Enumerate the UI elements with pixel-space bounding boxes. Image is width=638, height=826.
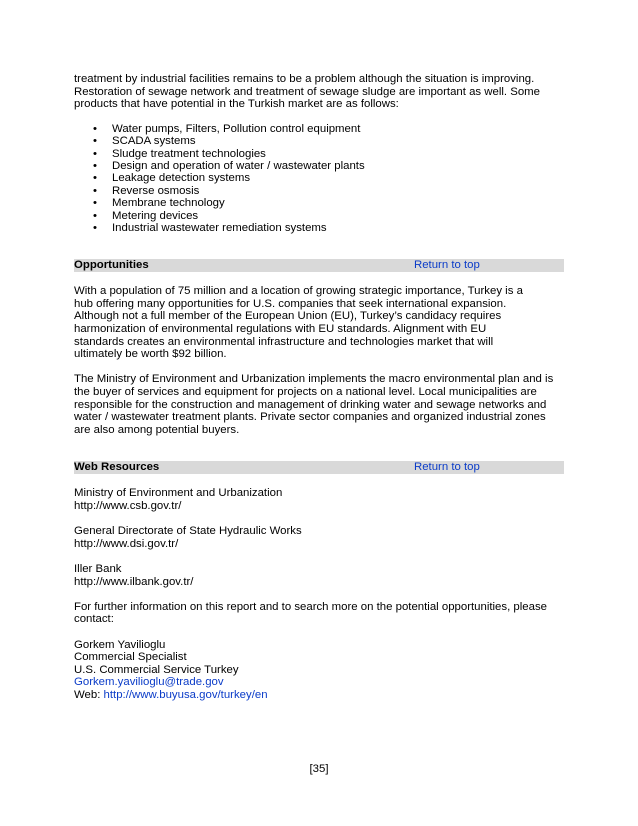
- return-to-top-link[interactable]: Return to top: [414, 259, 480, 272]
- list-item: [74, 160, 564, 172]
- list-item: [74, 222, 564, 234]
- list-item: [74, 172, 564, 184]
- intro-line: treatment by industrial facilities remains to be a problem although the situation is improving.: [74, 73, 535, 85]
- bullet-icon: •: [93, 159, 97, 172]
- bullet-icon: •: [93, 209, 97, 222]
- bullet-icon: •: [93, 172, 97, 185]
- section-title: Opportunities: [74, 259, 149, 272]
- paragraph-line: For further information on this report and to search more on the potential opportunities, please: [74, 600, 547, 613]
- paragraph-line: harmonization of environmental regulations with EU standards. Alignment with EU: [74, 323, 487, 336]
- list-item-text: Water pumps, Filters, Pollution control equipment: [112, 122, 361, 135]
- contact-title: Commercial Specialist: [74, 651, 187, 664]
- resource-url: http://www.ilbank.gov.tr/: [74, 575, 194, 588]
- paragraph-line: responsible for the construction and management of drinking water and sewage networks and: [74, 398, 547, 411]
- section-title: Web Resources: [74, 461, 160, 474]
- list-item-text: SCADA systems: [112, 135, 196, 148]
- opportunities-paragraph-1: [74, 285, 564, 361]
- opportunities-section-header: [74, 259, 564, 272]
- resource-url: http://www.csb.gov.tr/: [74, 500, 182, 513]
- paragraph-line: contact:: [74, 613, 114, 626]
- bullet-icon: •: [93, 184, 97, 197]
- bullet-icon: •: [93, 221, 97, 234]
- resource-entry: [74, 563, 564, 588]
- paragraph-line: The Ministry of Environment and Urbanization implements the macro environmental plan and is: [74, 373, 554, 386]
- web-resources-section-header: [74, 461, 564, 474]
- web-label: Web:: [74, 688, 104, 701]
- list-item: [74, 185, 564, 197]
- list-item-text: Sludge treatment technologies: [112, 147, 266, 160]
- resource-name: Ministry of Environment and Urbanization: [74, 487, 283, 500]
- list-item: [74, 135, 564, 147]
- resource-url: http://www.dsi.gov.tr/: [74, 537, 179, 550]
- bullet-icon: •: [93, 135, 97, 148]
- list-item: [74, 123, 564, 135]
- list-item-text: Leakage detection systems: [112, 172, 251, 185]
- list-item-text: Membrane technology: [112, 197, 225, 210]
- paragraph-line: standards creates an environmental infrastructure and technologies market that will: [74, 335, 494, 348]
- list-item: [74, 148, 564, 160]
- intro-line: Restoration of sewage network and treatment of sewage sludge are important as well. Some: [74, 85, 540, 98]
- paragraph-line: are also among potential buyers.: [74, 423, 240, 436]
- bullet-icon: •: [93, 197, 97, 210]
- paragraph-line: the buyer of services and equipment for projects on a national level. Local municipalities are: [74, 386, 537, 399]
- resource-name: General Directorate of State Hydraulic Works: [74, 525, 302, 538]
- bullet-icon: •: [93, 147, 97, 160]
- contact-email-link[interactable]: Gorkem.yavilioglu@trade.gov: [74, 676, 224, 689]
- resource-name: Iller Bank: [74, 562, 122, 575]
- list-item-text: Design and operation of water / wastewater plants: [112, 159, 365, 172]
- resource-entry: [74, 525, 564, 550]
- intro-line: products that have potential in the Turkish market are as follows:: [74, 98, 399, 111]
- intro-paragraph: [74, 73, 564, 111]
- resource-entry: [74, 487, 564, 512]
- list-item: [74, 210, 564, 222]
- list-item-text: Industrial wastewater remediation systems: [112, 221, 327, 234]
- contact-org: U.S. Commercial Service Turkey: [74, 663, 239, 676]
- paragraph-line: water / wastewater treatment plants. Private sector companies and organized industrial zones: [74, 411, 546, 424]
- contact-web-link[interactable]: http://www.buyusa.gov/turkey/en: [103, 688, 268, 701]
- contact-block: [74, 639, 564, 702]
- document-body: [74, 73, 564, 702]
- further-info-paragraph: [74, 601, 564, 626]
- paragraph-line: ultimately be worth $92 billion.: [74, 348, 227, 361]
- contact-name: Gorkem Yavilioglu: [74, 638, 166, 651]
- list-item: [74, 197, 564, 209]
- paragraph-line: hub offering many opportunities for U.S. companies that seek international expansion.: [74, 297, 507, 310]
- bullet-icon: •: [93, 122, 97, 135]
- paragraph-line: With a population of 75 million and a location of growing strategic importance, Turkey is a: [74, 285, 523, 298]
- product-bullet-list: [74, 123, 564, 235]
- paragraph-line: Although not a full member of the European Union (EU), Turkey’s candidacy requires: [74, 310, 502, 323]
- return-to-top-link[interactable]: Return to top: [414, 461, 480, 474]
- opportunities-paragraph-2: [74, 373, 564, 436]
- list-item-text: Reverse osmosis: [112, 184, 200, 197]
- page-number: [35]: [309, 763, 329, 775]
- list-item-text: Metering devices: [112, 209, 199, 222]
